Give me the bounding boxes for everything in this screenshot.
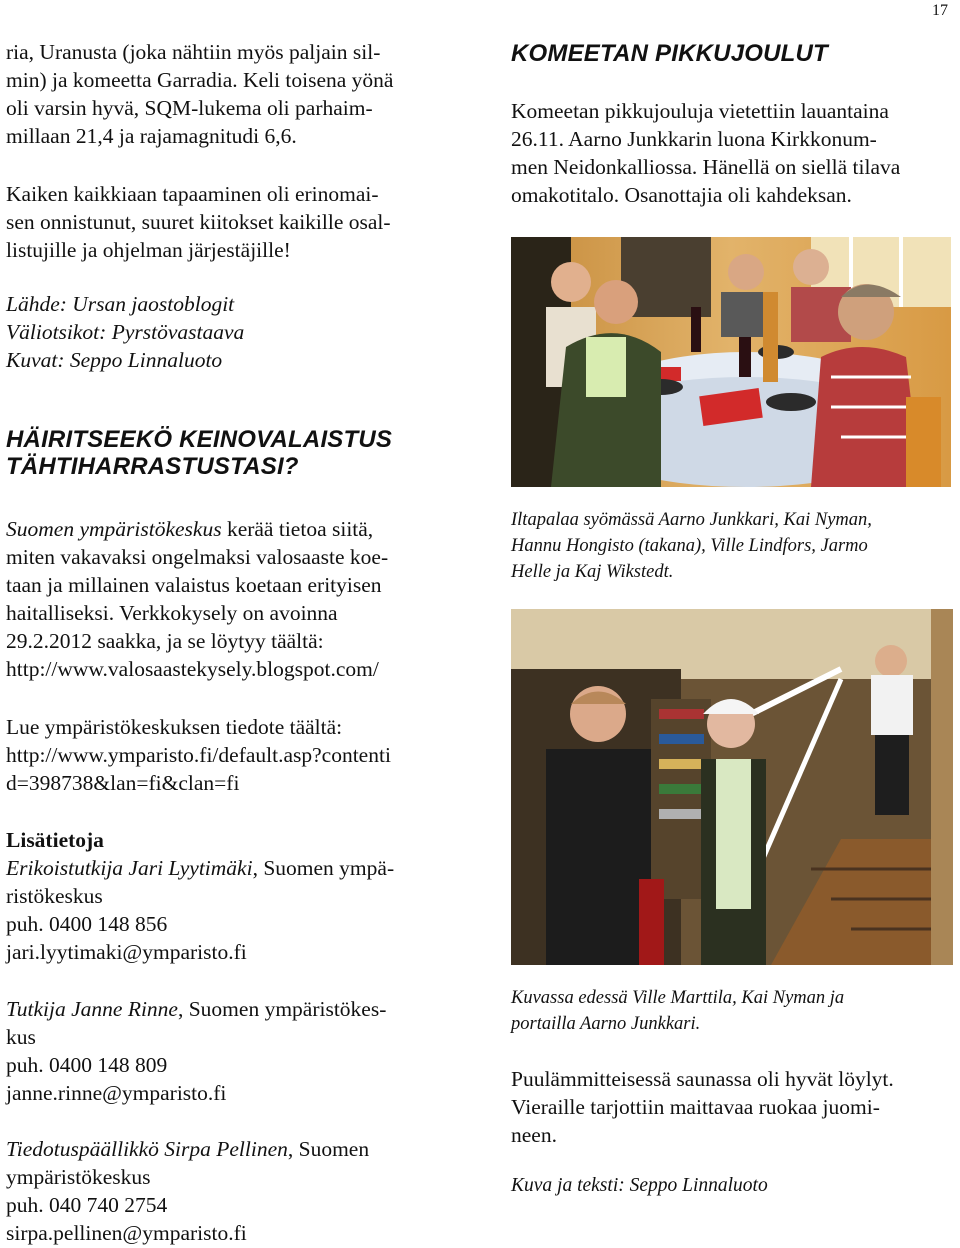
stairs-photo-illustration: [511, 609, 953, 965]
page-number: 17: [932, 2, 948, 19]
contact-email[interactable]: sirpa.pellinen@ymparisto.fi: [6, 1221, 247, 1245]
credits: Lähde: Ursan jaostoblogit Väliotsikot: Pyrstövastaava Kuvat: Seppo Linnaluoto: [6, 292, 245, 372]
intro-paragraph-2: Kaiken kaikkiaan tapaaminen oli erinomai- sen onnistunut, suuret kiitokset kaikille osal- listujille ja ohjelman järjestäjille!: [6, 182, 391, 262]
party-intro: Komeetan pikkujouluja vietettiin lauantaina 26.11. Aarno Junkkarin luona Kirkkonum- men Neidonkalliossa. Hänellä on siellä tilava omakotitalo. Osanottajia oli kahdeksan.: [511, 99, 901, 207]
more-info-title: Lisätietoja: [6, 828, 104, 852]
contact-name: Tutkija Janne Rinne: [6, 997, 178, 1021]
intro-paragraph-1: ria, Uranusta (joka nähtiin myös paljain sil- min) ja komeetta Garradia. Keli toisena yönä oli varsin hyvä, SQM-lukema oli parhaim- millaan 21,4 ja rajamagnitudi 6,6.: [6, 40, 394, 148]
contact-3: Tiedotuspäällikkö Sirpa Pellinen, Suomen ympäristökeskus puh. 040 740 2754 sirpa.pellinen@ymparisto.fi: [6, 1135, 466, 1247]
stairs-photo: [511, 609, 953, 965]
contact-name: Tiedotuspäällikkö Sirpa Pellinen: [6, 1137, 288, 1161]
survey-paragraph: Suomen ympäristökeskus kerää tietoa siitä, miten vakavaksi ongelmaksi valosaaste koe- taan ja millainen valaistus koetaan erityisen haitalliseksi. Verkkokysely on avoinna 29.2.2012 saakka, ja se löytyy täältä: http://www.valosaastekysely.blogspot.com/: [6, 515, 466, 683]
contact-email[interactable]: janne.rinne@ymparisto.fi: [6, 1081, 227, 1105]
contact-2: Tutkija Janne Rinne, Suomen ympäristökes- kus puh. 0400 148 809 janne.rinne@ymparisto.fi: [6, 995, 466, 1107]
komeetta-heading: KOMEETAN PIKKUJOULUT: [511, 40, 828, 67]
dinner-photo-illustration: [511, 237, 951, 487]
contact-name: Erikoistutkija Jari Lyytimäki: [6, 856, 253, 880]
survey-org: Suomen ympäristökeskus: [6, 517, 222, 541]
survey-link[interactable]: http://www.valosaastekysely.blogspot.com/: [6, 657, 379, 681]
contact-email[interactable]: jari.lyytimaki@ymparisto.fi: [6, 940, 247, 964]
contact-phone: puh. 040 740 2754: [6, 1193, 168, 1217]
light-pollution-heading: HÄIRITSEEKÖ KEINOVALAISTUS TÄHTIHARRASTUSTASI?: [6, 426, 393, 480]
contact-phone: puh. 0400 148 809: [6, 1053, 168, 1077]
press-release-paragraph: Lue ympäristökeskuksen tiedote täältä: http://www.ymparisto.fi/default.asp?contenti d=398738&lan=fi&clan=fi: [6, 713, 466, 797]
dinner-caption: Iltapalaa syömässä Aarno Junkkari, Kai Nyman, Hannu Hongisto (takana), Ville Lindfors, Jarmo Helle ja Kaj Wikstedt.: [511, 510, 872, 582]
contact-phone: puh. 0400 148 856: [6, 912, 168, 936]
sauna-paragraph: Puulämmitteisessä saunassa oli hyvät löylyt. Vieraille tarjottiin maittavaa ruokaa juomi- neen.: [511, 1067, 894, 1147]
photo-credit: Kuva ja teksti: Seppo Linnaluoto: [511, 1175, 768, 1196]
dinner-photo: [511, 237, 951, 487]
contact-1: Erikoistutkija Jari Lyytimäki, Suomen ympä- ristökeskus puh. 0400 148 856 jari.lyytimaki@ymparisto.fi: [6, 854, 466, 966]
stairs-caption: Kuvassa edessä Ville Marttila, Kai Nyman ja portailla Aarno Junkkari.: [511, 988, 845, 1034]
press-release-link[interactable]: http://www.ymparisto.fi/default.asp?contenti d=398738&lan=fi&clan=fi: [6, 743, 391, 795]
